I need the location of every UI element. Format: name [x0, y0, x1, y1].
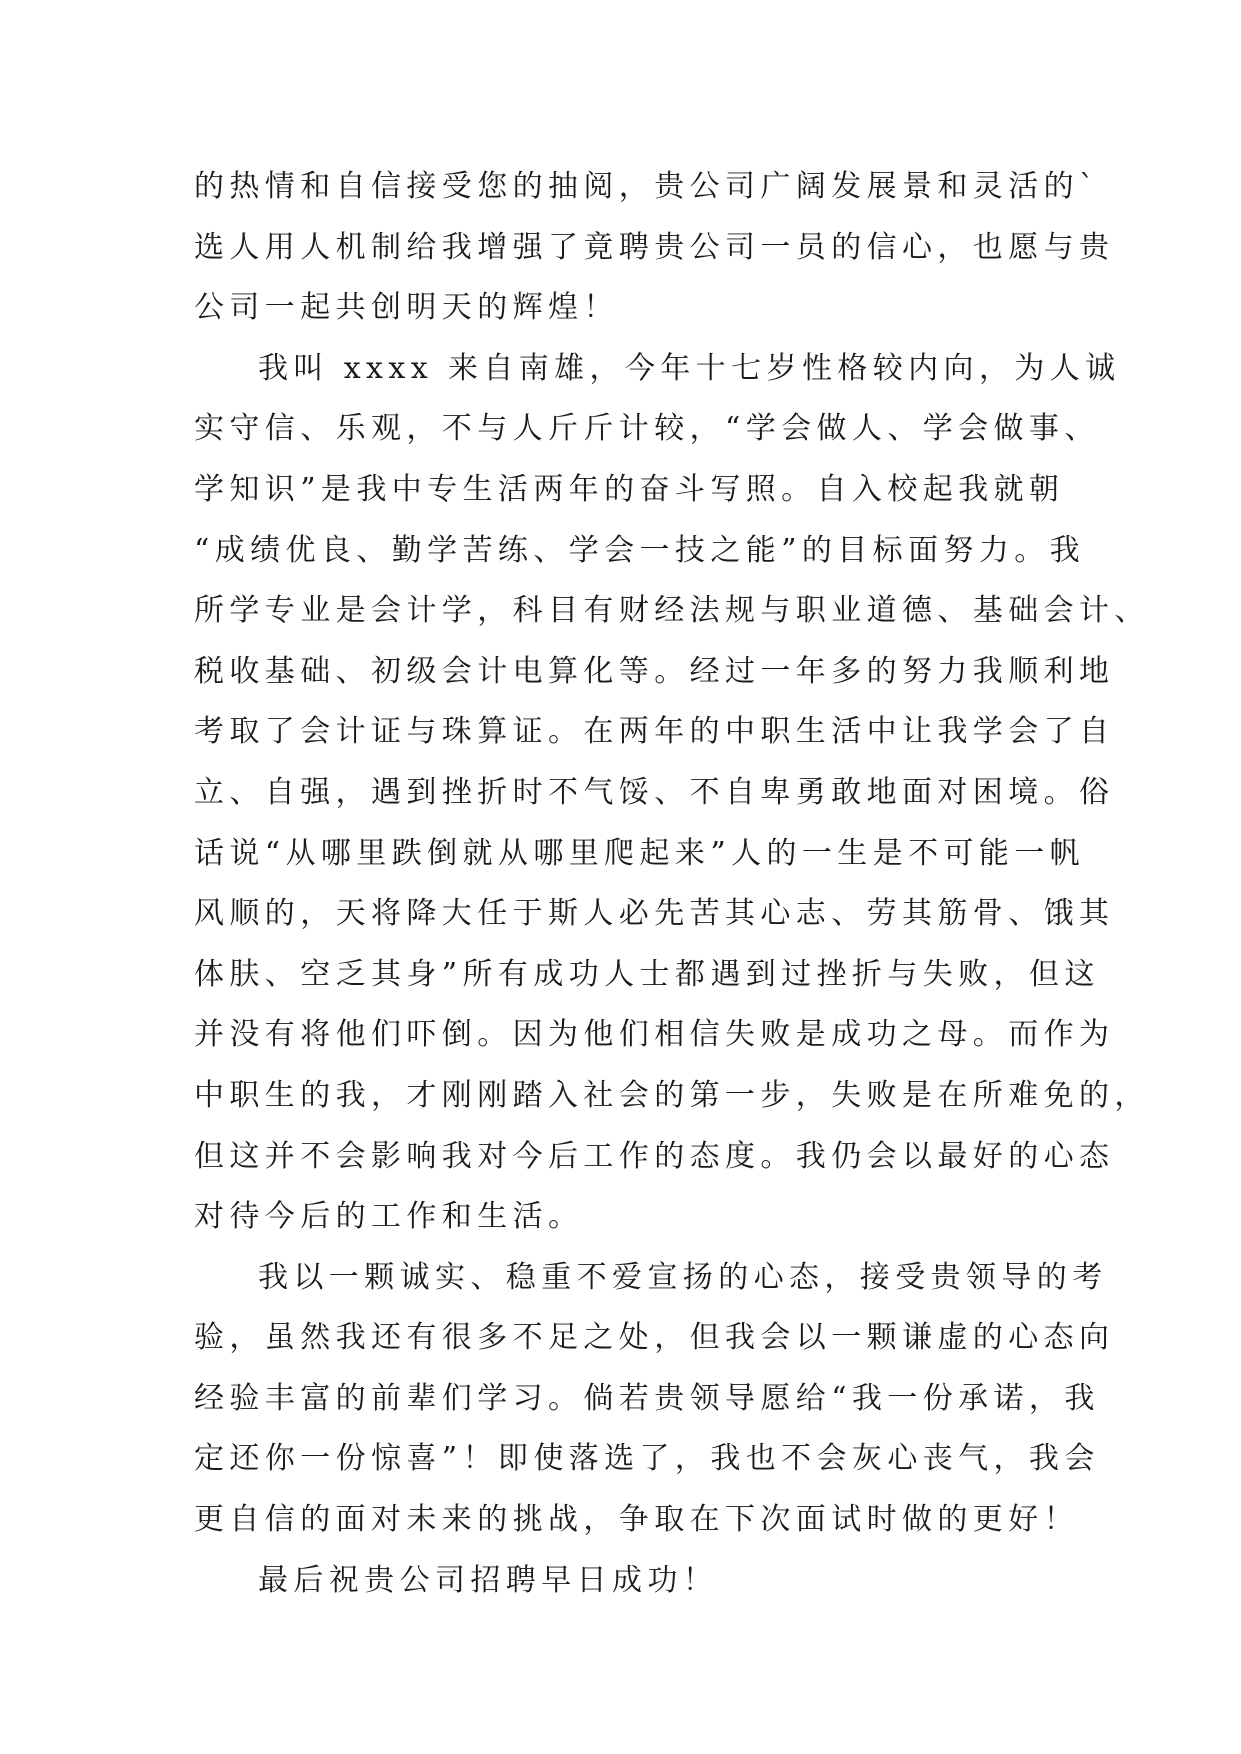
- text-line: 但这并不会影响我对今后工作的态度。我仍会以最好的心态: [194, 1138, 1115, 1174]
- text-line: 所学专业是会计学，科目有财经法规与职业道德、基础会计、: [194, 593, 1150, 629]
- text-line: 更自信的面对未来的挑战，争取在下次面试时做的更好！: [194, 1502, 1079, 1538]
- paragraph-self-introduction: [194, 339, 1150, 1248]
- text-line: 话说“从哪里跌倒就从哪里爬起来”人的一生是不可能一帆: [194, 835, 1086, 871]
- text-line: 立、自强，遇到挫折时不气馁、不自卑勇敢地面对困境。俗: [194, 774, 1115, 810]
- text-line: 并没有将他们吓倒。因为他们相信失败是成功之母。而作为: [194, 1017, 1115, 1053]
- text-line: 定还你一份惊喜”！即使落选了，我也不会灰心丧气，我会: [194, 1441, 1100, 1477]
- text-line: 验，虽然我还有很多不足之处，但我会以一颗谦虚的心态向: [194, 1320, 1115, 1356]
- text-line: 的热情和自信接受您的抽阅，贵公司广阔发展景和灵活的`: [194, 169, 1100, 204]
- text-line: 考取了会计证与珠算证。在两年的中职生活中让我学会了自: [194, 714, 1115, 750]
- text-line: 实守信、乐观，不与人斤斤计较，“学会做人、学会做事、: [194, 411, 1100, 447]
- text-line: 风顺的，天将降大任于斯人必先苦其心志、劳其筋骨、饿其: [194, 896, 1115, 932]
- text-line: 最后祝贵公司招聘早日成功！: [258, 1562, 719, 1598]
- paragraph-closing: [194, 1551, 1054, 1612]
- paragraph-attitude: [194, 1248, 1115, 1551]
- text-line: 体肤、空乏其身”所有成功人士都遇到过挫折与失败，但这: [194, 956, 1100, 992]
- document-body: [194, 157, 1150, 1611]
- paragraph-opening-continuation: [194, 157, 1115, 339]
- text-line: 学知识”是我中专生活两年的奋斗写照。自入校起我就朝: [194, 471, 1065, 507]
- text-line: 经验丰富的前辈们学习。倘若贵领导愿给“我一份承诺，我: [194, 1380, 1100, 1416]
- text-line: 我以一颗诚实、稳重不爱宣扬的心态，接受贵领导的考: [258, 1259, 1108, 1295]
- text-line: 对待今后的工作和生活。: [194, 1199, 584, 1235]
- text-line: 选人用人机制给我增强了竟聘贵公司一员的信心，也愿与贵: [194, 229, 1115, 265]
- text-line: 我叫 xxxx 来自南雄，今年十七岁性格较内向，为人诚: [258, 350, 1121, 386]
- text-line: 公司一起共创明天的辉煌！: [194, 290, 619, 326]
- text-line: “成绩优良、勤学苦练、学会一技之能”的目标面努力。我: [194, 532, 1086, 568]
- text-line: 税收基础、初级会计电算化等。经过一年多的努力我顺利地: [194, 653, 1115, 689]
- text-line: 中职生的我，才刚刚踏入社会的第一步，失败是在所难免的，: [194, 1077, 1150, 1113]
